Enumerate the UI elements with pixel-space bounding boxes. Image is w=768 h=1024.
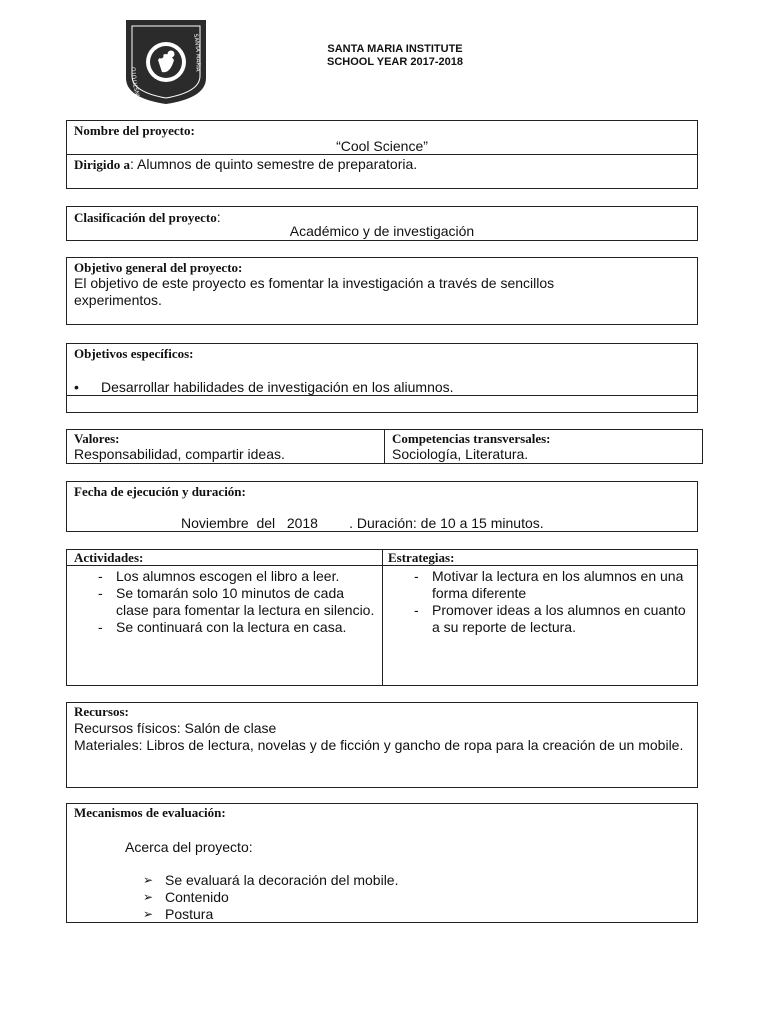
list-item: ➢ Se evaluará la decoración del mobile. bbox=[143, 872, 399, 888]
date-value: Noviembre del 2018 . Duración: de 10 a 15 minutos. bbox=[181, 515, 544, 531]
competencies-value: Sociología, Literatura. bbox=[392, 446, 529, 462]
school-name: SANTA MARIA INSTITUTE bbox=[327, 43, 463, 55]
activities-list bbox=[94, 568, 379, 636]
competencies-label: Competencias transversales: bbox=[392, 431, 551, 446]
values-box bbox=[66, 429, 703, 464]
values-label: Valores: bbox=[74, 431, 120, 446]
list-item: - Se continuará con la lectura en casa. bbox=[94, 619, 379, 636]
date-box bbox=[66, 481, 698, 532]
specific-objective-item: Desarrollar habilidades de investigación en los aliumnos. bbox=[101, 379, 454, 395]
list-item: ➢ Postura bbox=[143, 906, 214, 922]
classification-label: Clasificación del proyecto bbox=[74, 210, 217, 225]
school-logo bbox=[124, 18, 208, 106]
evaluation-intro: Acerca del proyecto: bbox=[125, 839, 253, 855]
specific-objectives-box bbox=[66, 343, 698, 413]
list-item: - Los alumnos escogen el libro a leer. bbox=[94, 568, 379, 585]
target-audience-value: : Alumnos de quinto semestre de preparatoria. bbox=[129, 156, 418, 172]
list-item: - Se tomarán solo 10 minutos de cada clase para fomentar la lectura en silencio. bbox=[94, 585, 379, 619]
physical-resources: Recursos físicos: Salón de clase bbox=[74, 720, 277, 736]
list-item: - Promover ideas a los alumnos en cuanto a su reporte de lectura. bbox=[410, 602, 695, 636]
svg-text:SANTA MARIA: SANTA MARIA bbox=[192, 33, 201, 72]
general-objective-value: El objetivo de este proyecto es fomentar la investigación a través de sencillos experimentos. bbox=[74, 275, 555, 308]
svg-text:INSTITUTO: INSTITUTO bbox=[131, 66, 142, 98]
general-objective-label: Objetivo general del proyecto: bbox=[74, 260, 243, 275]
specific-objectives-label: Objetivos específicos: bbox=[74, 346, 194, 361]
evaluation-box bbox=[66, 803, 698, 923]
strategies-list bbox=[410, 568, 695, 636]
resources-box bbox=[66, 702, 698, 788]
classification-box bbox=[66, 206, 698, 241]
project-name-box bbox=[66, 120, 698, 189]
list-item: ➢ Contenido bbox=[143, 889, 229, 905]
values-value: Responsabilidad, compartir ideas. bbox=[74, 446, 285, 462]
arrow-bullet-icon: ➢ bbox=[143, 873, 154, 887]
project-name-value: “Cool Science” bbox=[336, 138, 428, 154]
school-year: SCHOOL YEAR 2017-2018 bbox=[327, 56, 463, 68]
bullet-icon: • bbox=[74, 379, 79, 395]
activities-box bbox=[66, 549, 698, 686]
materials: Materiales: Libros de lectura, novelas y de ficción y gancho de ropa para la creación de un mobile. bbox=[74, 737, 684, 753]
date-label: Fecha de ejecución y duración: bbox=[74, 484, 246, 499]
target-audience bbox=[74, 156, 417, 174]
general-objective-box bbox=[66, 257, 698, 325]
arrow-bullet-icon: ➢ bbox=[143, 907, 154, 921]
evaluation-label: Mecanismos de evaluación: bbox=[74, 805, 226, 820]
activities-label: Actividades: bbox=[74, 550, 144, 565]
strategies-label: Estrategias: bbox=[388, 550, 455, 565]
arrow-bullet-icon: ➢ bbox=[143, 890, 154, 904]
target-audience-label: Dirigido a bbox=[74, 157, 130, 172]
project-name-label: Nombre del proyecto: bbox=[74, 123, 195, 138]
list-item: - Motivar la lectura en los alumnos en una forma diferente bbox=[410, 568, 695, 602]
resources-label: Recursos: bbox=[74, 704, 129, 719]
classification-value: Académico y de investigación bbox=[289, 223, 475, 239]
classification-label-row: Clasificación del proyecto: bbox=[74, 209, 221, 225]
evaluation-list bbox=[143, 872, 543, 923]
